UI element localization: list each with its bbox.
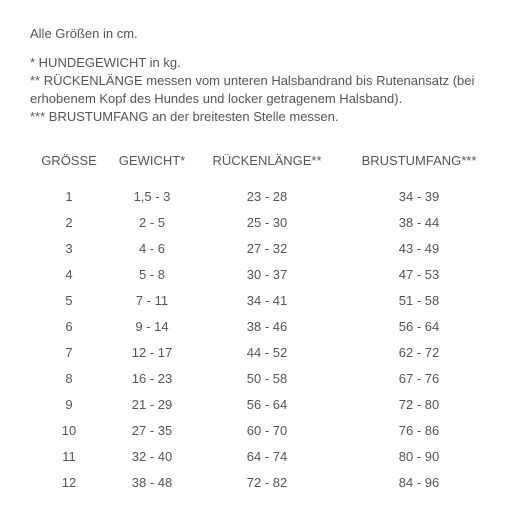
cell-size: 10 — [61, 422, 77, 438]
note-weight: * HUNDEGEWICHT in kg. — [30, 55, 181, 70]
table-row — [30, 443, 500, 469]
cell-chest-girth: 84 - 96 — [398, 474, 440, 490]
cell-chest-girth: 80 - 90 — [398, 448, 440, 464]
measurement-notes — [30, 54, 510, 126]
cell-size: 6 — [65, 318, 73, 334]
cell-size: 7 — [65, 344, 73, 360]
table-row — [30, 339, 500, 365]
table-row — [30, 469, 500, 495]
cell-weight: 4 - 6 — [138, 240, 165, 256]
cell-chest-girth: 47 - 53 — [398, 266, 440, 282]
cell-weight: 2 - 5 — [138, 214, 165, 230]
units-intro: Alle Größen in cm. — [30, 26, 138, 41]
cell-size: 9 — [65, 396, 73, 412]
table-row — [30, 313, 500, 339]
table-row — [30, 287, 500, 313]
table-row — [30, 209, 500, 235]
header-weight: GEWICHT* — [118, 152, 186, 168]
cell-back-length: 72 - 82 — [246, 474, 288, 490]
cell-chest-girth: 56 - 64 — [398, 318, 440, 334]
cell-size: 2 — [65, 214, 73, 230]
cell-back-length: 34 - 41 — [246, 292, 288, 308]
cell-weight: 21 - 29 — [131, 396, 173, 412]
cell-weight: 32 - 40 — [131, 448, 173, 464]
table-row — [30, 261, 500, 287]
table-row — [30, 417, 500, 443]
cell-size: 8 — [65, 370, 73, 386]
cell-size: 1 — [65, 188, 73, 204]
cell-weight: 1,5 - 3 — [133, 188, 171, 204]
cell-back-length: 64 - 74 — [246, 448, 288, 464]
cell-size: 5 — [65, 292, 73, 308]
cell-weight: 16 - 23 — [131, 370, 173, 386]
cell-chest-girth: 34 - 39 — [398, 188, 440, 204]
cell-size: 11 — [62, 448, 76, 464]
table-body — [30, 183, 500, 495]
cell-chest-girth: 38 - 44 — [398, 214, 440, 230]
cell-size: 12 — [61, 474, 77, 490]
header-chest-girth: BRUSTUMFANG*** — [361, 152, 477, 168]
table-row — [30, 183, 500, 209]
cell-back-length: 60 - 70 — [246, 422, 288, 438]
cell-weight: 38 - 48 — [131, 474, 173, 490]
table-header-row — [30, 147, 500, 173]
cell-back-length: 38 - 46 — [246, 318, 288, 334]
header-back-length: RÜCKENLÄNGE** — [212, 152, 322, 168]
note-chest-girth: *** BRUSTUMFANG an der breitesten Stelle messen. — [30, 109, 339, 124]
cell-chest-girth: 72 - 80 — [398, 396, 440, 412]
cell-weight: 9 - 14 — [135, 318, 169, 334]
cell-chest-girth: 76 - 86 — [398, 422, 440, 438]
cell-weight: 27 - 35 — [131, 422, 173, 438]
cell-weight: 12 - 17 — [131, 344, 173, 360]
cell-back-length: 30 - 37 — [246, 266, 288, 282]
cell-weight: 5 - 8 — [138, 266, 165, 282]
cell-back-length: 44 - 52 — [246, 344, 288, 360]
note-back-length-line-2: erhobenem Kopf des Hundes und locker getragenem Halsband). — [30, 91, 403, 106]
cell-chest-girth: 51 - 58 — [398, 292, 440, 308]
note-back-length-line-1: ** RÜCKENLÄNGE messen vom unteren Halsbandrand bis Rutenansatz (bei — [30, 73, 475, 88]
size-table — [30, 147, 500, 495]
cell-size: 3 — [65, 240, 73, 256]
cell-chest-girth: 67 - 76 — [398, 370, 440, 386]
cell-chest-girth: 43 - 49 — [398, 240, 440, 256]
cell-size: 4 — [65, 266, 73, 282]
cell-back-length: 23 - 28 — [246, 188, 288, 204]
cell-back-length: 56 - 64 — [246, 396, 288, 412]
table-row — [30, 365, 500, 391]
cell-back-length: 27 - 32 — [246, 240, 288, 256]
table-row — [30, 235, 500, 261]
header-size: GRÖSSE — [41, 152, 97, 168]
cell-weight: 7 - 11 — [135, 292, 169, 308]
cell-back-length: 50 - 58 — [246, 370, 288, 386]
cell-chest-girth: 62 - 72 — [398, 344, 440, 360]
cell-back-length: 25 - 30 — [246, 214, 288, 230]
table-row — [30, 391, 500, 417]
